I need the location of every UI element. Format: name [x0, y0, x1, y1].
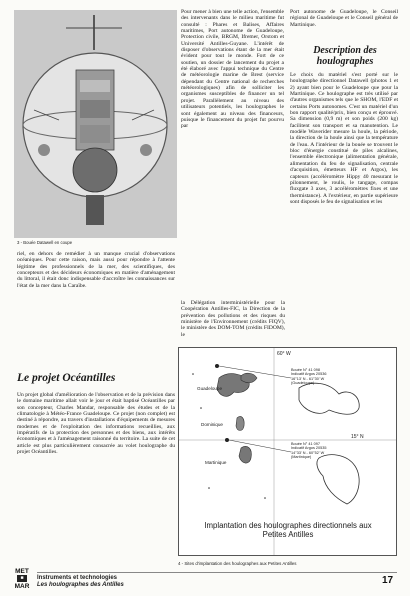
footer-line-1: Instruments et technologies	[37, 575, 118, 581]
middle-column-bottom-text: la Délégation interministérielle pour la Coopération Antilles-FIC, la Direction de la prévention des pollutions et des risques du ministère de l'Environnement (crédits FIQV), le ministère des DOM-TOM (crédits FIDOM), le	[181, 300, 285, 338]
logo-top-text: MET	[15, 568, 29, 575]
section-heading-projet: Le projet Océantilles	[17, 372, 116, 384]
left-column-project-text: Un projet global d'amélioration de l'observation et de la prévision dans le domaine maritime allait voir le jour et était baptisé Océantilles par son concepteur, Charles Mandar, responsable des études et de la climatologie à Météo-France Guadeloupe. Ce projet (non complet) est destiné à répondre, au travers d'installations d'équipements de mesures modernes et de l'exploitation des informations recueillies, aux impératifs de la protection des personnes et des biens, aux intérêts économiques et à l'aménagement raisonné du territoire. La suite de cet article est plus particulièrement consacrée au volet houlographe du projet Océantilles.	[17, 392, 175, 456]
footer-section-title	[37, 575, 124, 589]
right-column-top-text: Port autonome de Guadeloupe, le Conseil régional de Guadeloupe et le Conseil général de Martinique.	[290, 9, 398, 28]
map-coordinate-longitude: 60° W	[277, 351, 291, 357]
map-label-martinique: Martinique	[205, 460, 227, 465]
logo-bottom-text: MAR	[14, 583, 30, 590]
buoy-martinique-info: Bouée N° 41 097 Indicatif Argos 20535 14°33' N - 60°52' W (Martinique)	[291, 442, 327, 460]
buoy-guadeloupe-info: Bouée N° 41 098 Indicatif Argos 20536 16°13' N - 61°30' W (Guadeloupe)	[291, 368, 327, 386]
map-coordinate-latitude: 15° N	[351, 434, 364, 440]
section-heading-description: Description des houlographes	[313, 45, 377, 67]
map-caption: 4 - Sites d'implantation des houlographes aux Petites Antilles	[178, 561, 297, 566]
middle-column-top-text: Pour mener à bien une telle action, l'ensemble des intervenants dans le milieu maritime fut consulté : Phares et Balises, Affaires maritimes, Port autonome de Guadeloupe, Protection civile, BRGM, Ifremer, Orstom et Université Antilles-Guyane. L'intérêt de disposer d'observations étant de la mer était évident pour tout le monde. Fort de ce soutien, un dossier de lancement du projet a été élaboré avec l'appui technique du Centre de météorologie marine de Brest (service dépendant du Centre national de recherches météorologiques) afin de solliciter les organismes susceptibles de financer un tel projet. Parallèlement au niveau des utilisateurs potentiels, les houlographes le sont également au niveau des financeurs, puisque le financement du projet fut pourvu par	[181, 9, 284, 130]
location-map	[178, 347, 397, 556]
photo-caption: 3 - Bouée Datawell en coupe	[17, 240, 73, 245]
page-number: 17	[382, 575, 394, 586]
map-label-guadeloupe: Guadeloupe	[197, 386, 223, 391]
left-column-intro-text: riel, en dehors de remédier à un manque crucial d'observations océaniques. Pour cette raison, mais aussi pour répondre à l'attente légitime des professionnels de la mer, des scientifiques, des concepteurs et des décideurs économiques en matière d'aménagement du littoral, il était donc indispensable d'accroître les connaissances sur l'état de la mer dans la Caraïbe.	[17, 251, 175, 289]
map-label-dominique: Dominique	[201, 422, 223, 427]
buoy-photo	[14, 10, 177, 238]
footer-line-2: Les houlographes des Antilles	[37, 582, 124, 588]
logo-box: ■	[17, 575, 27, 582]
map-title: Implantation des houlographes directionnels aux Petites Antilles	[204, 521, 372, 539]
buoy-illustration	[14, 10, 177, 238]
footer-rule	[37, 572, 397, 573]
right-column-body-text: Le choix du matériel s'est porté sur le houlographe directionnel Datawell (photos 1 et 2) ayant bien pour le Guadeloupe que pour la Martinique. Ce houlographe est très utilisé par d'autres organismes tels que le SHOM, l'EDF et certains Ports autonomes. C'est un matériel d'un bon rapport qualité/prix, bien conçu et éprouvé. Sa dimension (0,9 m) et son poids (200 kg) facilitent son transport et sa manutention. Le modèle Waverider mesure la houle, la période, la direction de la houle ainsi que la température de l'eau. A l'intérieur de la bouée se trouvent le bloc d'énergie constitué de piles alcalines, l'ensemble électronique (alimentation générale, alimentation du feu de signalisation, centrale d'acquisition, émetteurs HF et Argos), les capteurs (accéléromètre Hippy 40 mesurant le pilonnement, le roulis, le tangage, compas fluxgate 3 axes, 3 accéléromètres fixes et une thermistance). A l'extérieur, en partie supérieure sont disposés le feu de signalisation et les	[290, 72, 398, 205]
metmar-logo	[11, 568, 33, 592]
